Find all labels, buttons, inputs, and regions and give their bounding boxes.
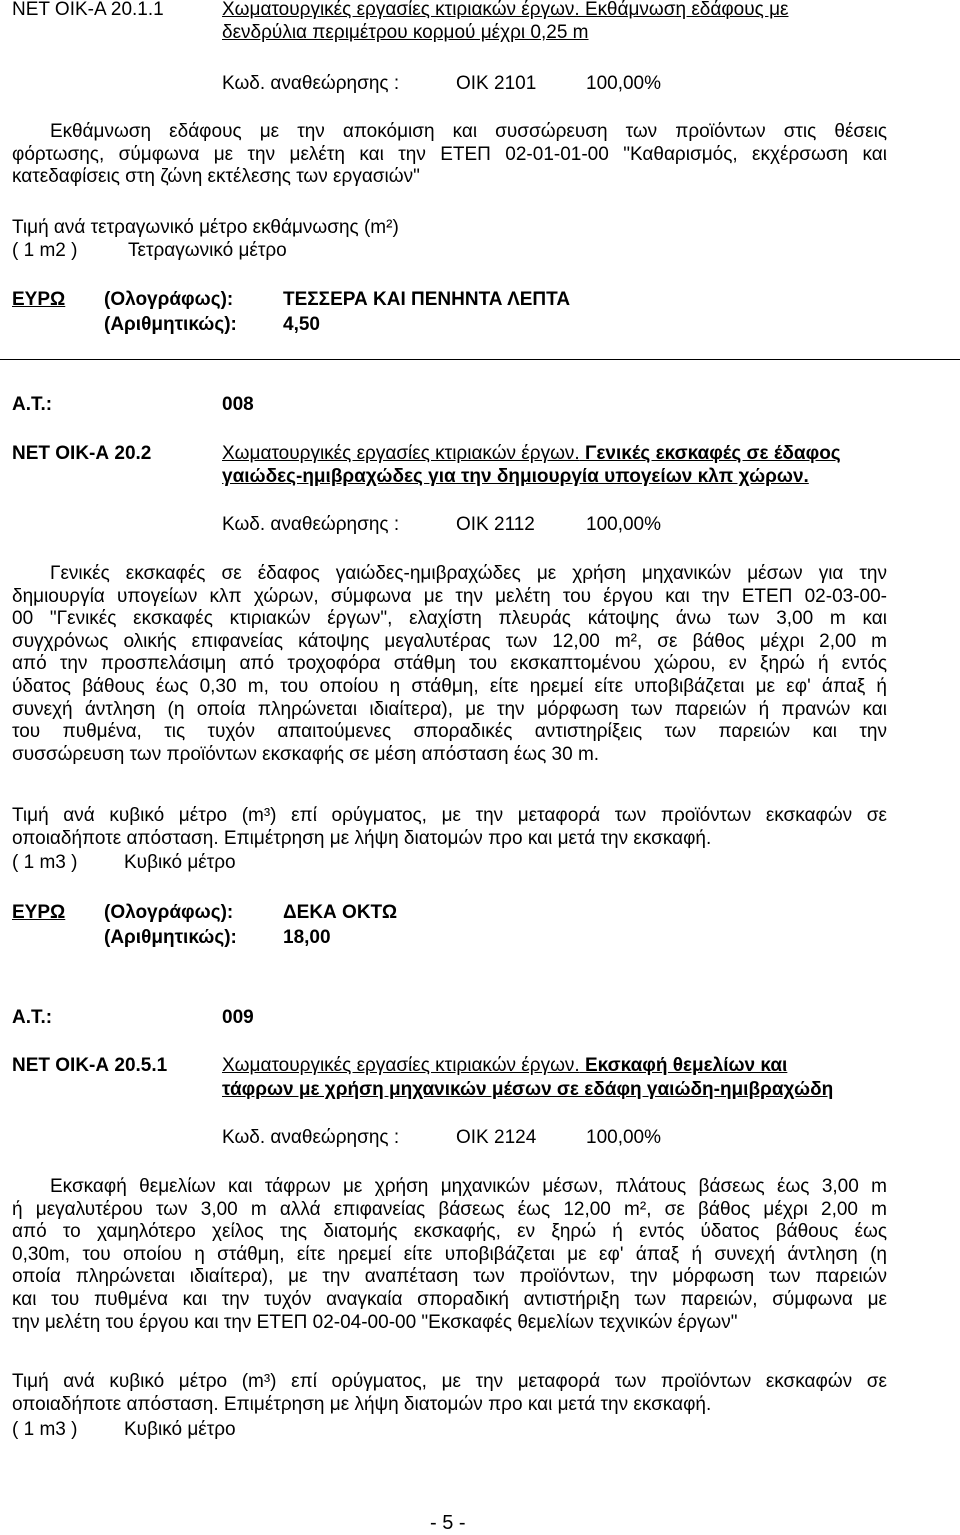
revision-percent: 100,00% (586, 514, 662, 535)
revision-percent: 100,00% (586, 1127, 662, 1148)
entry-title-line-2: δενδρύλια περιμέτρου κορμού μέχρι 0,25 m (222, 22, 589, 43)
price-line: Τιμή ανά κυβικό μέτρο (m³) επί ορύγματος, με την μεταφορά των προϊόντων εκσκαφών σε (12, 1371, 887, 1392)
description-line: την μελέτη του έργου και την ΕΤΕΠ 02-04-00-00 "Εκσκαφές θεμελίων τεχνικών έργων" (12, 1311, 738, 1333)
entry-title (222, 443, 841, 465)
description-line: από την προσπελάσιμη από τροχοφόρα στάθμη του εκσκαπτομένου χώρου, εν ξηρώ ή εντός (12, 653, 887, 675)
description-line: και του πυθμένα και την τυχόν αναγκαία σποραδική αντιστήριξη των παρειών, σύμφωνα με (12, 1288, 887, 1310)
currency-label: ΕΥΡΩ (12, 289, 66, 310)
entry-description (12, 563, 887, 766)
page-number: - 5 - (430, 1512, 466, 1534)
description-line: Εκσκαφή θεμελίων και τάφρων με χρήση μηχανικών μέσων, πλάτους βάσεως έως 3,00 m (50, 1176, 887, 1197)
description-line: 00 "Γενικές εκσκαφές κτιριακών έργων", ελαχίστη πλευράς κάτοψης άνω των 3,00 m και (12, 608, 887, 630)
entry-description (12, 121, 887, 189)
net-code-20-2: ΝΕΤ ΟΙΚ-Α 20.2 (12, 443, 152, 464)
price-description (12, 805, 887, 850)
title-bold-part: Εκσκαφή θεμελίων και (579, 1055, 788, 1076)
title-bold-line-2: γαιώδες-ημιβραχώδες για την δημιουργία υπογείων κλπ χώρων. (222, 466, 809, 487)
revision-label: Κωδ. αναθεώρησης : (222, 1127, 400, 1148)
description-line: ή μεγαλυτέρου των 3,00 m αλλά επιφανείας βάσεως έως 12,00 m², σε βάθος μέχρι 2,00 m (12, 1198, 887, 1220)
digits-label: (Αριθμητικώς): (104, 927, 237, 948)
description-line: οποία πληρώνεται ιδιαίτερα), με την αναπέταση των προϊόντων, την μόρφωση των παρειών (12, 1266, 887, 1288)
title-plain: Χωματουργικές εργασίες κτιριακών έργων. (222, 443, 580, 464)
price-description: Τιμή ανά τετραγωνικό μέτρο εκθάμνωσης (m²) (12, 217, 399, 238)
unit-code: ( 1 m2 ) (12, 240, 78, 261)
revision-label: Κωδ. αναθεώρησης : (222, 514, 400, 535)
description-line: Εκθάμνωση εδάφους με την αποκόμιση και συσσώρευση των προϊόντων στις θέσεις (50, 121, 887, 142)
section-divider (0, 359, 960, 360)
words-label: (Ολογράφως): (104, 902, 234, 923)
at-value: 009 (222, 1007, 254, 1028)
description-line: 0,30m, του οποίου η στάθμη, είτε ηρεμεί είτε υποβιβάζεται με εφ' άπαξ ή συνεχή άντληση (η (12, 1243, 887, 1265)
words-value: ΤΕΣΣΕΡΑ ΚΑΙ ΠΕΝΗΝΤΑ ΛΕΠΤΑ (283, 289, 571, 310)
title-bold-part: Γενικές εκσκαφές σε έδαφος (579, 443, 841, 464)
revision-label: Κωδ. αναθεώρησης : (222, 73, 400, 94)
description-line: συσσώρευση των προϊόντων εκσκαφής σε μέση απόσταση έως 30 m. (12, 743, 600, 765)
description-line: από το χαμηλότερο χείλος της διατομής εκσκαφής, εν ξηρώ ή εντός ύδατος βάθους έως (12, 1221, 887, 1243)
description-line: Γενικές εκσκαφές σε έδαφος γαιώδες-ημιβραχώδες με χρήση μηχανικών μέσων για την (50, 563, 887, 584)
price-line: Τιμή ανά κυβικό μέτρο (m³) επί ορύγματος, με την μεταφορά των προϊόντων εκσκαφών σε (12, 805, 887, 826)
revision-percent: 100,00% (586, 73, 662, 94)
price-line: οποιαδήποτε απόσταση. Επιμέτρηση με λήψη διατομών προ και μετά την εκσκαφή. (12, 827, 712, 849)
at-value: 008 (222, 394, 254, 415)
digits-value: 18,00 (283, 927, 331, 948)
description-line: του πυθμένα, τις τυχόν απαιτούμενες σποραδικές αντιστηρίξεις των παρειών και την (12, 721, 887, 743)
description-line: κατεδαφίσεις στη ζώνη εκτέλεσης των εργασιών" (12, 166, 420, 188)
description-line: φόρτωσης, σύμφωνα με την μελέτη και την ΕΤΕΠ 02-01-01-00 "Καθαρισμός, εκχέρσωση και (12, 143, 887, 165)
price-description (12, 1371, 887, 1416)
unit-name: Τετραγωνικό μέτρο (128, 240, 287, 261)
revision-code: ΟΙΚ 2101 (456, 73, 537, 94)
revision-code: ΟΙΚ 2124 (456, 1127, 537, 1148)
title-plain: Χωματουργικές εργασίες κτιριακών έργων. (222, 1055, 580, 1076)
description-line: συνεχή άντληση (η οποία πληρώνεται ιδιαίτερα), με την μόρφωση των παρειών ή πρανών και (12, 698, 887, 720)
entry-title-line-1: Χωματουργικές εργασίες κτιριακών έργων. Εκθάμνωση εδάφους με (222, 0, 789, 20)
digits-value: 4,50 (283, 314, 320, 335)
words-value: ΔΕΚΑ ΟΚΤΩ (283, 902, 398, 923)
digits-label: (Αριθμητικώς): (104, 314, 237, 335)
revision-code: ΟΙΚ 2112 (456, 514, 535, 535)
at-label: Α.Τ.: (12, 1007, 53, 1028)
net-code-20-1-1: ΝΕΤ ΟΙΚ-Α 20.1.1 (12, 0, 164, 20)
description-line: ύδατος βάθους έως 0,30 m, του οποίου η στάθμη, είτε ηρεμεί είτε υποβιβάζεται με εφ' άπαξ ή (12, 675, 887, 697)
entry-description (12, 1176, 887, 1334)
description-line: συγχρόνως ολικής επιφανείας κάτοψης μεγαλυτέρας των 12,00 m², σε βάθος μέχρι 2,00 m (12, 630, 887, 652)
title-bold-line-2: τάφρων με χρήση μηχανικών μέσων σε εδάφη γαιώδη-ημιβραχώδη (222, 1079, 834, 1100)
description-line: δημιουργία υπογείων κλπ χώρων, σύμφωνα με την μελέτη του έργου και την ΕΤΕΠ 02-03-00- (12, 585, 887, 607)
net-code-20-5-1: ΝΕΤ ΟΙΚ-Α 20.5.1 (12, 1055, 168, 1076)
currency-label: ΕΥΡΩ (12, 902, 66, 923)
unit-name: Κυβικό μέτρο (124, 1419, 236, 1440)
at-label: Α.Τ.: (12, 394, 53, 415)
entry-title (222, 1055, 787, 1077)
price-line: οποιαδήποτε απόσταση. Επιμέτρηση με λήψη διατομών προ και μετά την εκσκαφή. (12, 1393, 712, 1415)
unit-code: ( 1 m3 ) (12, 852, 78, 873)
words-label: (Ολογράφως): (104, 289, 234, 310)
unit-name: Κυβικό μέτρο (124, 852, 236, 873)
unit-code: ( 1 m3 ) (12, 1419, 78, 1440)
